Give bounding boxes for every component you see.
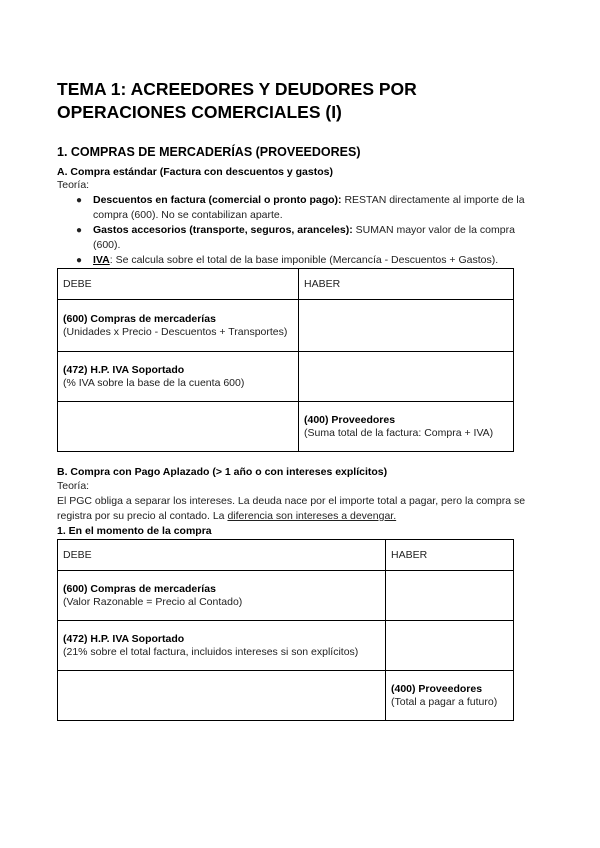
table-row [58,352,514,402]
account-name: (600) Compras de mercaderías [63,312,216,325]
bullet-gastos [57,223,543,253]
bullet-dot-icon: ● [76,255,83,266]
bullet-bold-text: Descuentos en factura (comercial o pronto pago): [93,194,342,206]
table-row [58,571,514,621]
theory-bullet-list [57,193,543,268]
document-title: TEMA 1: ACREEDORES Y DEUDORES POR OPERACIONES COMERCIALES (I) [57,79,417,122]
bullet-text: : Se calcula sobre el total de la base imponible (Mercancía - Descuentos + Gastos). [109,254,499,266]
account-name: (600) Compras de mercaderías [63,582,216,595]
haber-header: HABER [386,540,514,571]
table-row [58,300,514,352]
table-row [58,621,514,671]
bullet-descuentos [57,193,543,223]
debe-cell [58,300,299,352]
debe-cell [58,571,386,621]
table-header-row [58,540,514,571]
haber-cell [299,352,514,402]
bullet-text: RESTAN directamente al importe de la compra (600). No se contabilizan aparte. [93,194,525,221]
account-name: (472) H.P. IVA Soportado [63,363,185,376]
teoria-label-b: Teoría: [57,480,90,492]
debe-header: DEBE [58,540,386,571]
bullet-bold-text: IVA [93,254,110,266]
haber-cell [386,621,514,671]
account-name: (400) Proveedores [391,682,483,695]
debe-cell [58,352,299,402]
debe-header: DEBE [58,269,299,300]
account-description: (Suma total de la factura: Compra + IVA) [304,426,494,439]
table-header-row [58,269,514,300]
account-description: (Total a pagar a futuro) [391,695,498,708]
account-description: (Unidades x Precio - Descuentos + Transportes) [63,325,288,338]
bullet-dot-icon: ● [76,195,83,206]
step-heading-momento-compra: 1. En el momento de la compra [57,525,212,537]
table-row [58,671,514,721]
account-description: (% IVA sobre la base de la cuenta 600) [63,376,245,389]
journal-table-a [57,268,514,452]
account-name: (400) Proveedores [304,413,396,426]
teoria-label-a: Teoría: [57,179,90,191]
subsection-heading-compra-estandar: A. Compra estándar (Factura con descuentos y gastos) [57,166,333,178]
table-row [58,402,514,452]
account-description: (21% sobre el total factura, incluidos intereses si son explícitos) [63,645,359,658]
account-description: (Valor Razonable = Precio al Contado) [63,595,243,608]
bullet-text: SUMAN mayor valor de la compra (600). [93,224,515,251]
bullet-dot-icon: ● [76,225,83,236]
paragraph-underlined-text: diferencia son intereses a devengar. [227,510,397,522]
theory-paragraph-b [57,494,543,524]
subsection-heading-pago-aplazado: B. Compra con Pago Aplazado (> 1 año o con intereses explícitos) [57,466,388,478]
debe-cell [58,402,299,452]
haber-cell [386,671,514,721]
haber-cell [299,402,514,452]
haber-cell [386,571,514,621]
account-name: (472) H.P. IVA Soportado [63,632,185,645]
paragraph-text: El PGC obliga a separar los intereses. La deuda nace por el importe total a pagar, pero la compra se registra por su precio al contado. La [57,495,526,522]
bullet-bold-text: Gastos accesorios (transporte, seguros, aranceles): [93,224,353,236]
section-heading-compras: 1. COMPRAS DE MERCADERÍAS (PROVEEDORES) [57,145,361,159]
debe-cell [58,621,386,671]
journal-table-b [57,539,514,721]
bullet-iva [57,253,543,268]
haber-header: HABER [299,269,514,300]
debe-cell [58,671,386,721]
haber-cell [299,300,514,352]
